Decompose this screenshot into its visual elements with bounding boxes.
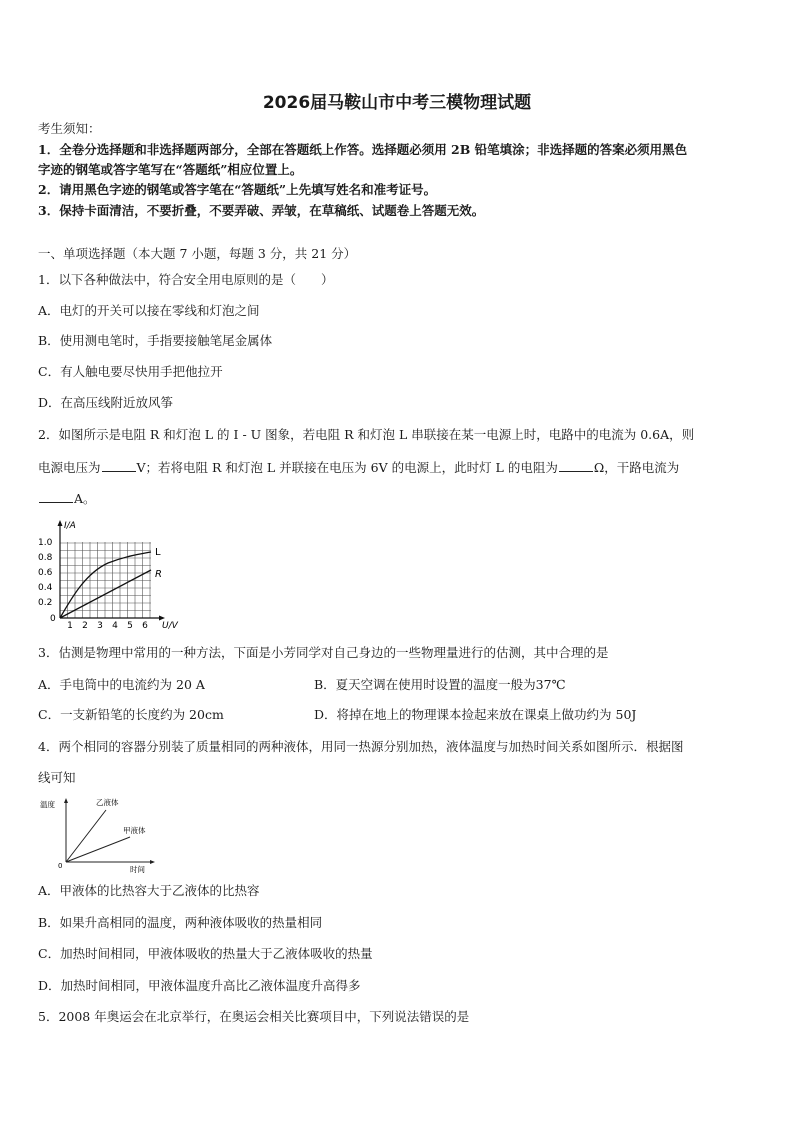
q4-option-a: A．甲液体的比热容大于乙液体的比热容: [38, 883, 260, 898]
notice-item-1-cont: 字迹的钢笔或答字笔写在“答题纸”相应位置上。: [38, 162, 303, 177]
y-axis-label: I/A: [64, 521, 76, 531]
x-tick-5: 5: [127, 621, 133, 631]
q4-line-1: 4．两个相同的容器分别装了质量相同的两种液体，用同一热源分别加热，液体温度与加热时间关系如图所示．根据图: [38, 739, 684, 754]
q4-option-b: B．如果升高相同的温度，两种液体吸收的热量相同: [38, 915, 323, 930]
notice-item-2: 2．请用黑色字迹的钢笔或答字笔在“答题纸”上先填写姓名和准考证号。: [38, 182, 437, 197]
y-tick-1.0: 1.0: [38, 538, 53, 548]
x-tick-6: 6: [142, 621, 148, 631]
graph-grid: [60, 542, 151, 618]
notice-item-3: 3．保持卡面清洁，不要折叠，不要弄破、弄皱，在草稿纸、试题卷上答题无效。: [38, 203, 485, 218]
q1-option-b: B．使用测电笔时，手指要接触笔尾金属体: [38, 333, 273, 348]
answer-blank-voltage[interactable]: [102, 459, 136, 472]
temperature-time-graph: [38, 795, 158, 875]
q1-option-c: C．有人触电要尽快用手把他拉开: [38, 364, 223, 379]
q2-line-1: 2．如图所示是电阻 R 和灯泡 L 的 I - U 图象，若电阻 R 和灯泡 L 串联接在某一电源上时，电路中的电流为 0.6A，则: [38, 427, 695, 442]
time-axis-label: 时间: [130, 865, 145, 874]
q3-option-c: C．一支新铅笔的长度约为 20cm: [38, 707, 224, 722]
origin-label: 0: [50, 614, 56, 624]
q2-line-3: [38, 490, 96, 507]
x-axis-label: U/V: [162, 621, 178, 631]
y-tick-0.4: 0.4: [38, 583, 53, 593]
y-axis-arrow: [58, 520, 63, 526]
q2-text-c: Ω，干路电流为: [593, 460, 680, 475]
time-axis-arrow: [150, 860, 155, 864]
answer-blank-current[interactable]: [39, 490, 73, 503]
q1-option-a: A．电灯的开关可以接在零线和灯泡之间: [38, 303, 260, 318]
q3-option-d: D．将掉在地上的物理课本捡起来放在课桌上做功约为 50J: [314, 707, 637, 722]
temp-origin-label: 0: [58, 862, 63, 870]
curve-l-label: L: [155, 547, 161, 558]
y-tick-0.8: 0.8: [38, 553, 53, 563]
q2-text-d: A。: [74, 491, 96, 506]
curve-l: [60, 552, 151, 618]
q4-option-c: C．加热时间相同，甲液体吸收的热量大于乙液体吸收的热量: [38, 946, 373, 961]
x-tick-1: 1: [67, 621, 73, 631]
line-r-label: R: [155, 569, 162, 580]
notice-item-1: 1．全卷分选择题和非选择题两部分，全部在答题纸上作答。选择题必须用 2B 铅笔填涂；非选择题的答案必须用黑色: [38, 142, 688, 157]
q1-option-d: D．在高压线附近放风筝: [38, 395, 174, 410]
q2-line-2: [38, 459, 679, 476]
q3-option-a: A．手电筒中的电流约为 20 A: [38, 677, 205, 692]
x-tick-2: 2: [82, 621, 88, 631]
q4-line-2: 线可知: [38, 770, 76, 785]
temp-axis-label: 温度: [40, 800, 55, 809]
q2-text-b: V；若将电阻 R 和灯泡 L 并联接在电压为 6V 的电源上，此时灯 L 的电阻为: [136, 460, 558, 475]
notice-heading: 考生须知：: [38, 121, 101, 136]
yi-liquid-label: 乙液体: [96, 798, 119, 807]
q3-stem: 3．估测是物理中常用的一种方法，下面是小芳同学对自己身边的一些物理量进行的估测，其中合理的是: [38, 645, 609, 660]
q3-option-b: B．夏天空调在使用时设置的温度一般为37℃: [314, 677, 566, 692]
page-title: 2026届马鞍山市中考三模物理试题: [262, 93, 532, 113]
x-axis-arrow: [159, 616, 165, 621]
jia-liquid-label: 甲液体: [123, 826, 146, 835]
q4-option-d: D．加热时间相同，甲液体温度升高比乙液体温度升高得多: [38, 978, 361, 993]
y-tick-0.2: 0.2: [38, 598, 53, 608]
q2-text-a: 电源电压为: [38, 460, 101, 475]
q1-stem: 1．以下各种做法中，符合安全用电原则的是（ ）: [38, 272, 334, 287]
x-tick-3: 3: [97, 621, 103, 631]
temp-axis-arrow: [64, 798, 68, 803]
section-heading: 一、单项选择题（本大题 7 小题，每题 3 分，共 21 分）: [38, 246, 357, 261]
q5-stem: 5．2008 年奥运会在北京举行，在奥运会相关比赛项目中，下列说法错误的是: [38, 1009, 470, 1024]
y-tick-0.6: 0.6: [38, 568, 53, 578]
answer-blank-resistance[interactable]: [559, 459, 593, 472]
iu-graph: [38, 517, 188, 635]
x-tick-4: 4: [112, 621, 118, 631]
